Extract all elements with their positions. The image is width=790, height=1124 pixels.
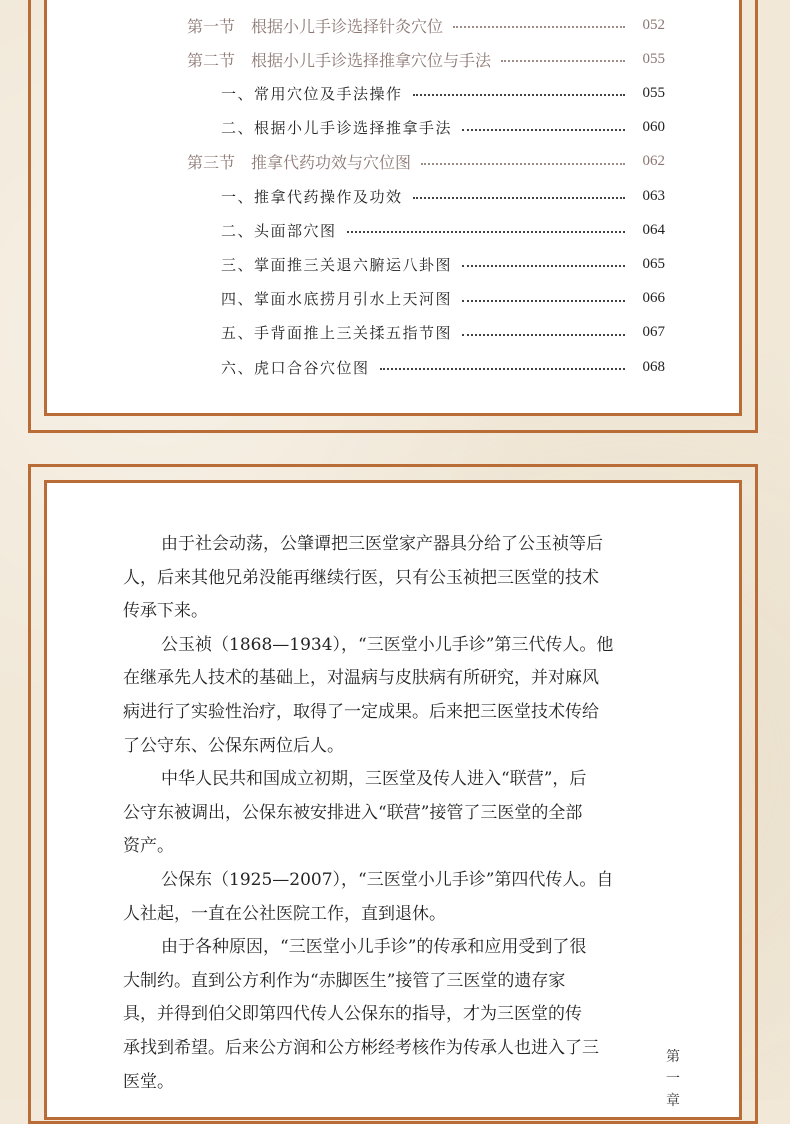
text-line: 中华人民共和国成立初期，三医堂及传人进入“联营”，后 <box>161 769 587 790</box>
toc-leader-dots <box>462 129 625 131</box>
text-line: 人社起，一直在公社医院工作，直到退休。 <box>123 903 446 924</box>
text-line: 承找到希望。后来公方润和公方彬经考核作为传承人也进入了三 <box>123 1037 599 1058</box>
text-line: 由于社会动荡，公肇谭把三医堂家产器具分给了公玉祯等后 <box>161 534 603 554</box>
toc-entry[interactable] <box>221 287 665 311</box>
toc-leader-dots <box>347 231 625 233</box>
toc-leader-dots <box>501 60 625 62</box>
toc-leader-dots <box>462 265 625 267</box>
toc-entry-title: 第二节 根据小儿手诊选择推拿穴位与手法 <box>187 50 492 70</box>
toc-page-number: 055 <box>642 50 665 67</box>
toc-leader-dots <box>380 368 625 370</box>
toc-page-number: 064 <box>642 221 665 238</box>
toc-page-number: 063 <box>642 187 665 204</box>
toc-leader-dots <box>421 163 625 165</box>
toc-page <box>44 0 742 416</box>
toc-entry[interactable] <box>187 47 665 71</box>
text-line: 大制约。直到公方利作为“赤脚医生”接管了三医堂的遗存家 <box>123 970 566 991</box>
toc-leader-dots <box>462 334 625 336</box>
toc-entry-title: 二、头面部穴图 <box>221 221 337 240</box>
toc-entry-title: 六、虎口合谷穴位图 <box>221 358 370 377</box>
toc-leader-dots <box>453 26 625 28</box>
toc-entry-title: 第一节 根据小儿手诊选择针灸穴位 <box>187 16 444 36</box>
text-line: 资产。 <box>123 836 174 857</box>
text-line: 由于各种原因，“三医堂小儿手诊”的传承和应用受到了很 <box>161 937 587 958</box>
toc-entry-title: 三、掌面推三关退六腑运八卦图 <box>221 255 453 274</box>
toc-entry[interactable] <box>221 252 665 276</box>
text-line: 公守东被调出，公保东被安排进入“联营”接管了三医堂的全部 <box>123 802 583 823</box>
toc-page-number: 068 <box>642 358 665 375</box>
toc-entry[interactable] <box>187 150 665 174</box>
toc-entry-title: 一、推拿代药操作及功效 <box>221 187 403 206</box>
text-line: 在继承先人技术的基础上，对温病与皮肤病有所研究，并对麻风 <box>123 668 599 689</box>
toc-page-number: 055 <box>642 84 665 101</box>
toc-entry-title: 第三节 推拿代药功效与穴位图 <box>187 153 412 173</box>
toc-leader-dots <box>413 197 625 199</box>
chapter-marker: 第一章 <box>666 1049 680 1109</box>
text-line: 传承下来。 <box>123 601 208 622</box>
toc-entry-title: 二、根据小儿手诊选择推拿手法 <box>221 119 453 138</box>
text-line: 人，后来其他兄弟没能再继续行医，只有公玉祯把三医堂的技术 <box>123 567 599 588</box>
toc-entry[interactable] <box>221 184 665 208</box>
toc-page-number: 060 <box>642 119 665 136</box>
toc-entry[interactable] <box>221 81 665 105</box>
toc-entry[interactable] <box>221 116 665 140</box>
toc-leader-dots <box>462 300 625 302</box>
text-line: 了公守东、公保东两位后人。 <box>123 735 344 756</box>
toc-entry-title: 四、掌面水底捞月引水上天河图 <box>221 290 453 309</box>
text-line: 公保东（1925—2007），“三医堂小儿手诊”第四代传人。自 <box>161 869 614 890</box>
text-line: 医堂。 <box>123 1071 174 1092</box>
toc-page-number: 067 <box>642 324 665 341</box>
toc-leader-dots <box>413 94 625 96</box>
toc-page-number: 066 <box>642 290 665 307</box>
toc-page-number: 052 <box>642 16 665 33</box>
toc-entry[interactable] <box>221 321 665 345</box>
toc-entry[interactable] <box>221 355 665 379</box>
text-line: 病进行了实验性治疗，取得了一定成果。后来把三医堂技术传给 <box>123 701 599 722</box>
body-text <box>123 528 623 1099</box>
toc-entry-title: 一、常用穴位及手法操作 <box>221 84 403 103</box>
toc-entry[interactable] <box>221 218 665 242</box>
toc-page-number: 062 <box>642 153 665 170</box>
toc-entry[interactable] <box>187 13 665 37</box>
toc-entry-title: 五、手背面推上三关揉五指节图 <box>221 324 453 343</box>
toc-page-number: 065 <box>642 255 665 272</box>
text-line: 公玉祯（1868—1934），“三医堂小儿手诊”第三代传人。他 <box>161 634 614 655</box>
text-line: 具，并得到伯父即第四代传人公保东的指导，才为三医堂的传 <box>123 1004 582 1025</box>
